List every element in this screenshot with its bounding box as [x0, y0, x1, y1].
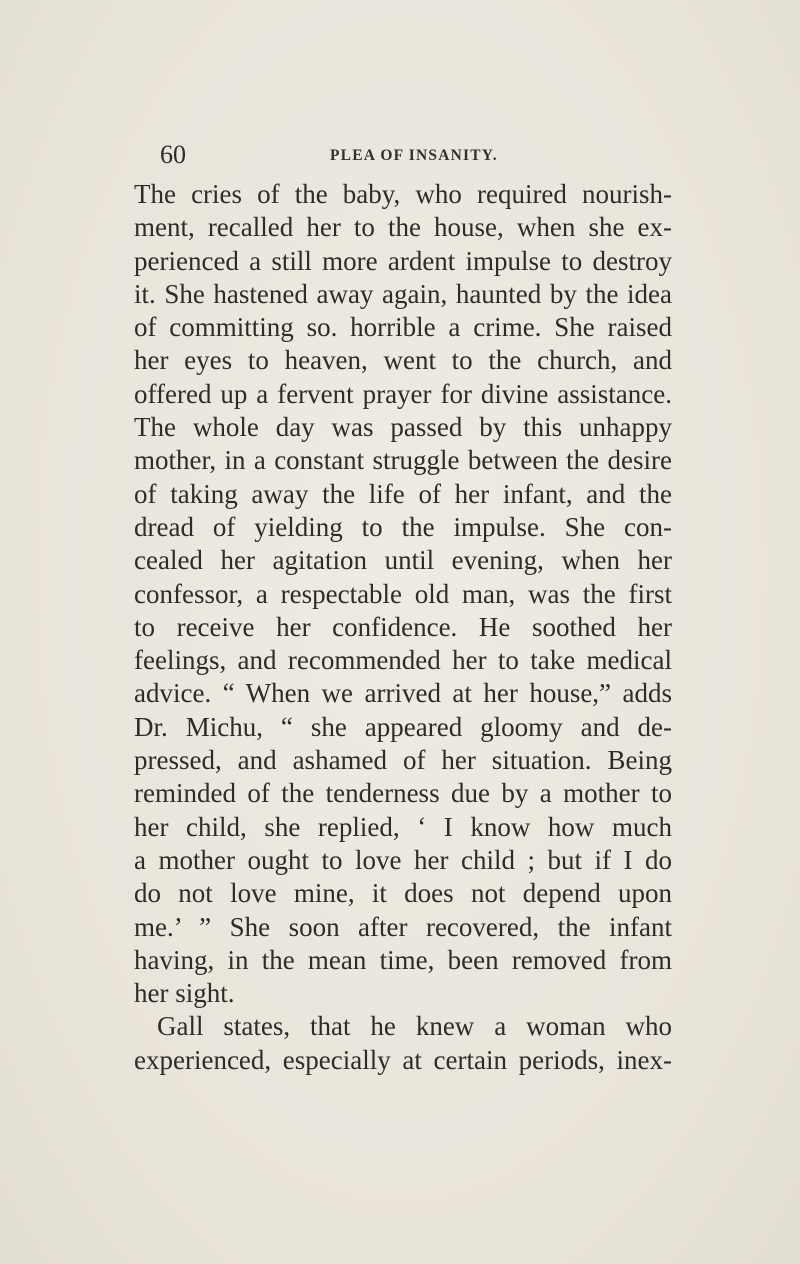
text-line: The cries of the baby, who required nourish-: [134, 179, 672, 209]
body-text: [134, 178, 672, 1077]
text-line: experienced, especially at certain periods, inex-: [134, 1044, 672, 1075]
page-number: 60: [160, 140, 186, 169]
text-line: Gall states, that he knew a woman who: [157, 1011, 672, 1042]
text-line: of taking away the life of her infant, and the: [134, 478, 672, 509]
text-line: mother, in a constant struggle between the desire: [134, 445, 672, 476]
text-line: her sight.: [134, 978, 235, 1009]
text-line: feelings, and recommended her to take medical: [134, 645, 672, 676]
text-line: it. She hastened away again, haunted by the idea: [134, 278, 672, 309]
text-line: Dr. Michu, “ she appeared gloomy and de-: [134, 711, 672, 742]
text-line: her child, she replied, ‘ I know how much: [134, 811, 672, 842]
text-line: do not love mine, it does not depend upon: [134, 878, 672, 909]
text-line: to receive her confidence. He soothed her: [134, 611, 672, 642]
text-line: having, in the mean time, been removed from: [134, 944, 672, 975]
text-line: advice. “ When we arrived at her house,” adds: [134, 678, 672, 709]
text-line: ment, recalled her to the house, when she ex-: [134, 212, 672, 243]
text-line: of committing so. horrible a crime. She raised: [134, 312, 672, 343]
text-line: offered up a fervent prayer for divine assistance.: [134, 378, 672, 409]
text-line: cealed her agitation until evening, when her: [134, 545, 672, 576]
text-line: confessor, a respectable old man, was the first: [134, 578, 672, 609]
running-head: PLEA OF INSANITY.: [330, 147, 498, 164]
text-line: her eyes to heaven, went to the church, and: [134, 345, 672, 376]
text-line: pressed, and ashamed of her situation. Being: [134, 745, 672, 776]
page-header: [160, 140, 665, 170]
text-line: The whole day was passed by this unhappy: [134, 412, 672, 443]
text-line: me.’ ” She soon after recovered, the infant: [134, 911, 672, 942]
text-line: reminded of the tenderness due by a mother to: [134, 778, 672, 809]
text-line: a mother ought to love her child ; but if I do: [134, 844, 672, 875]
text-line: dread of yielding to the impulse. She con-: [134, 511, 672, 542]
text-line: perienced a still more ardent impulse to destroy: [134, 245, 672, 276]
